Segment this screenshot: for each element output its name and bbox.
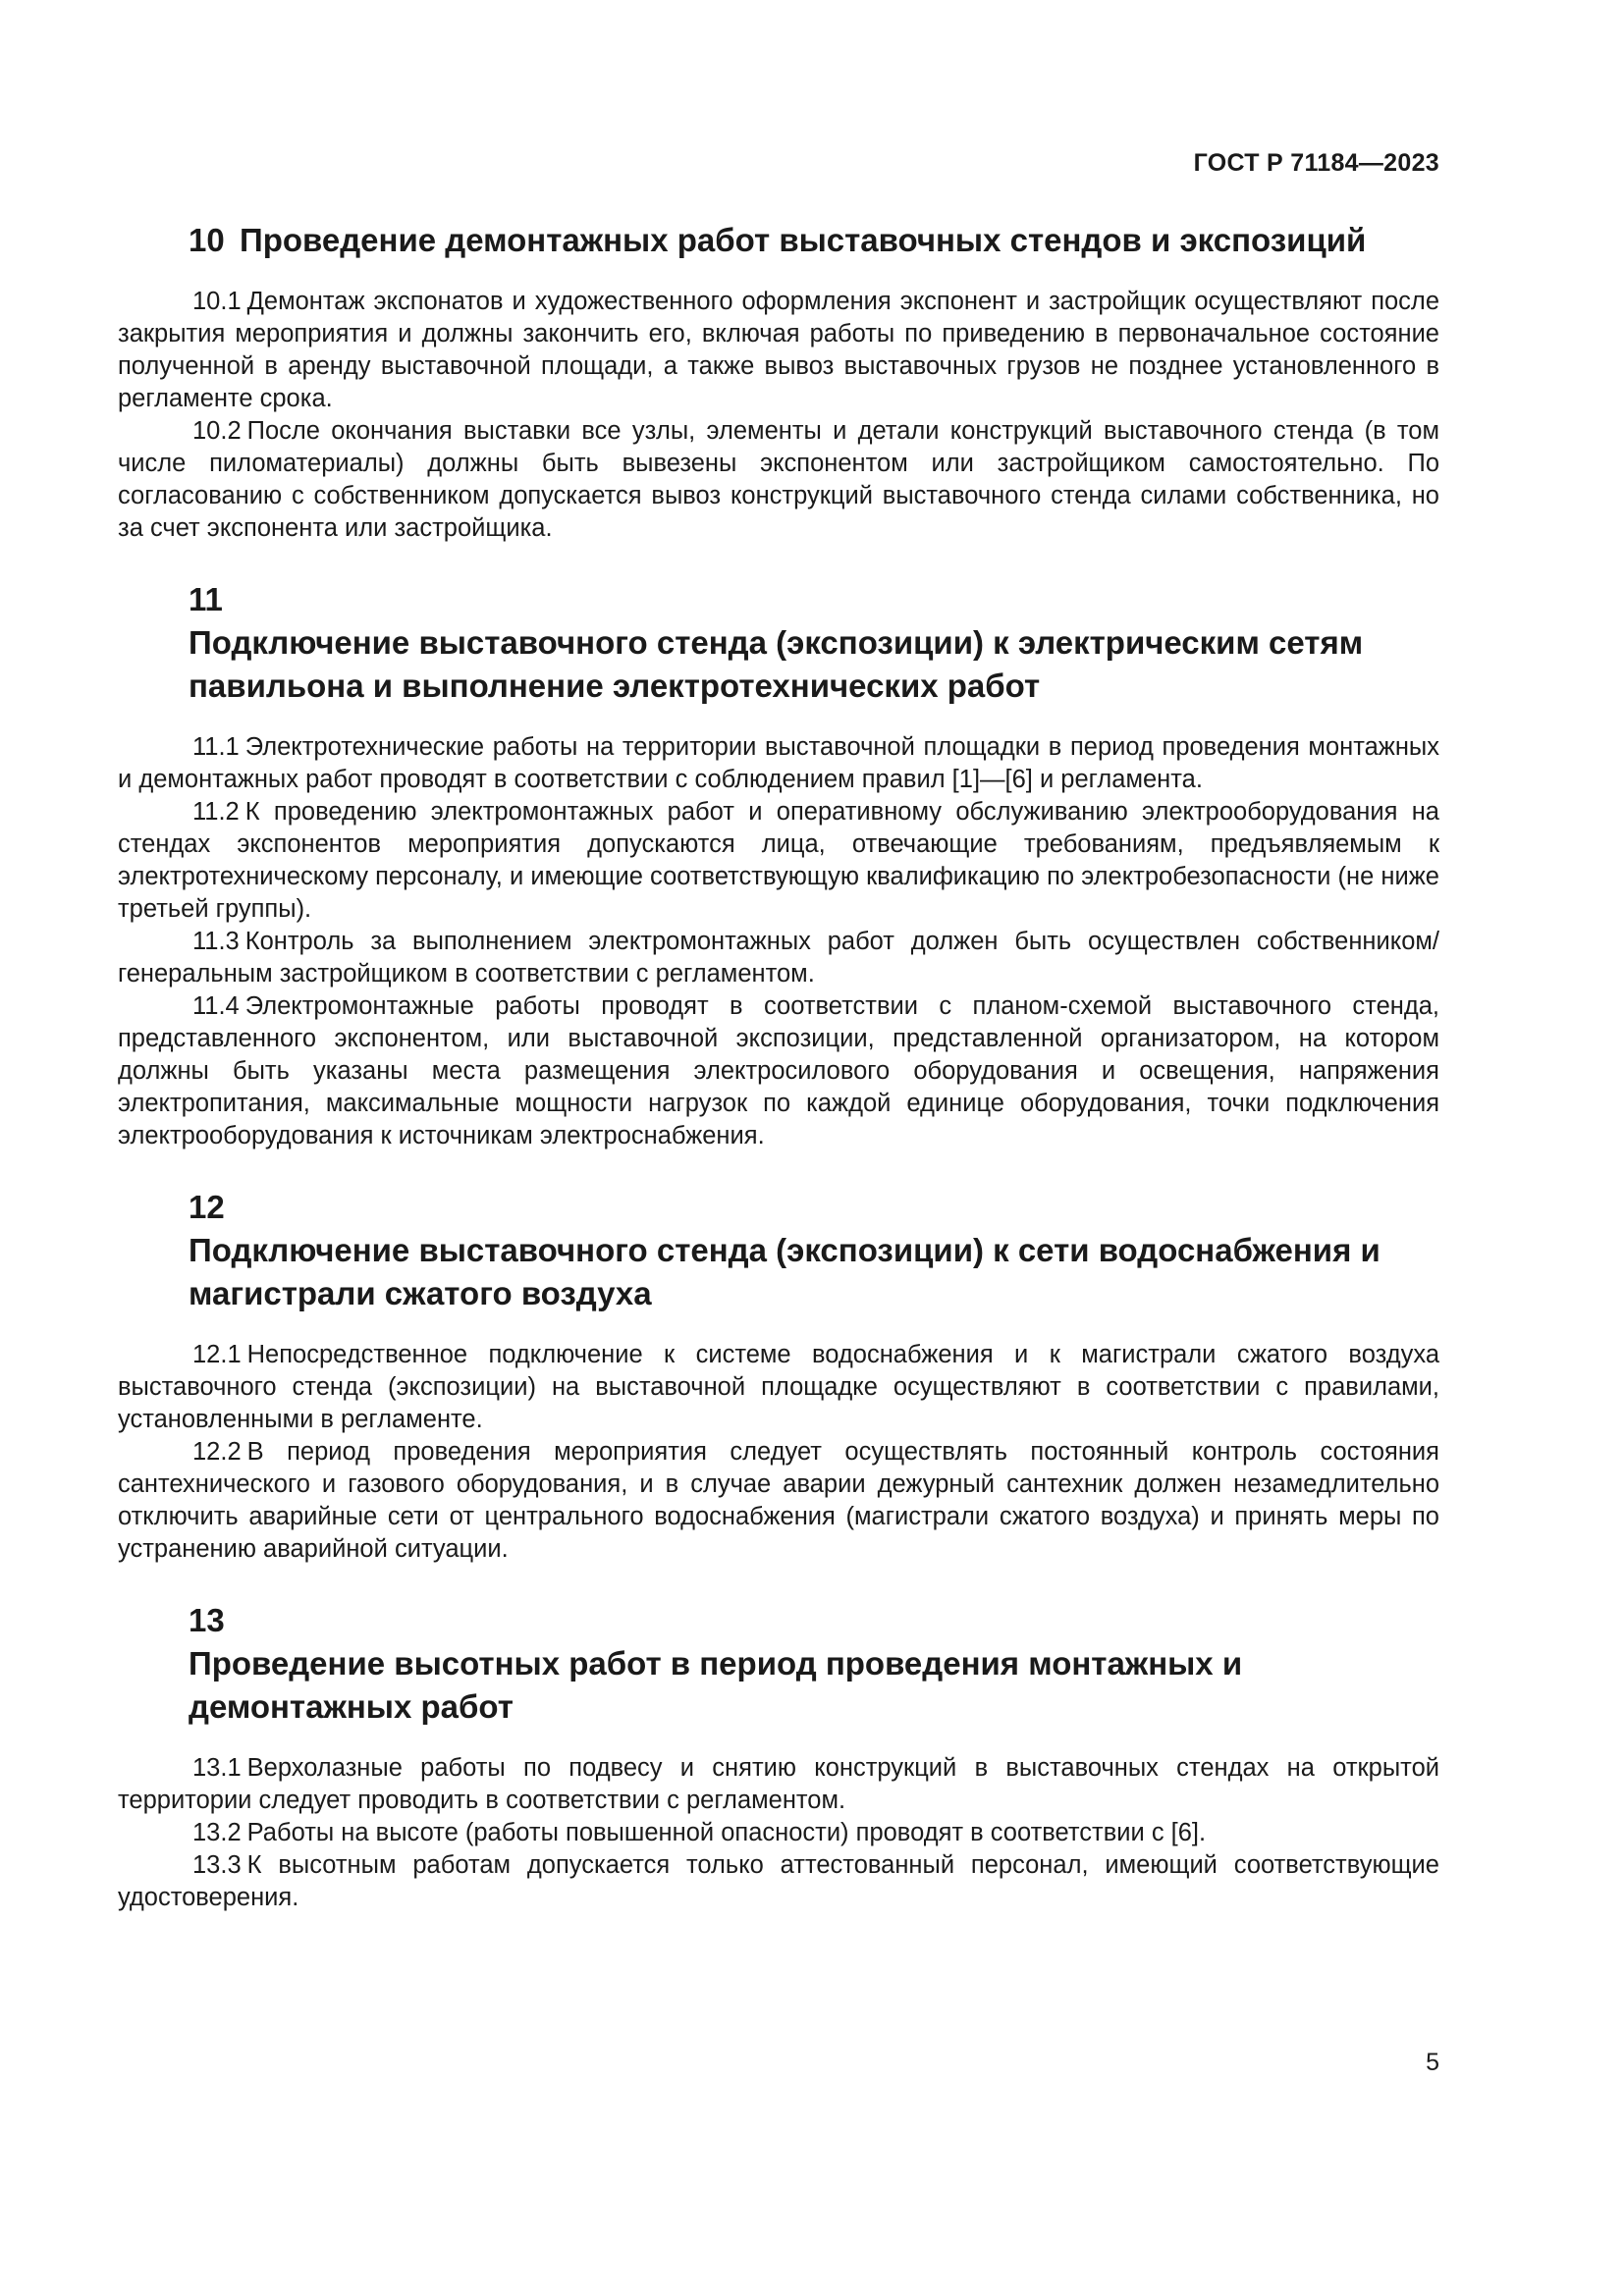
section-13 [118, 1599, 1439, 1914]
page-number: 5 [1426, 2049, 1439, 2076]
paragraph [118, 1339, 1439, 1436]
paragraph-number: 13.2 [192, 1819, 242, 1846]
section-title: Проведение высотных работ в период проведения монтажных и демонтажных работ [189, 1645, 1243, 1725]
paragraph-number: 11.4 [192, 992, 240, 1020]
section-11 [118, 578, 1439, 1152]
paragraph-text: Электромонтажные работы проводят в соответствии с планом-схемой выставочного стенда, представленного экспонентом, или выставочной экспозиции, представленной организатором, на котором должны быть указаны места размещения электросилового оборудования и освещения, напряжения электропитания, максимальные мощности нагрузок по каждой единице оборудования, точки подключения электрооборудования к источникам электроснабжения. [118, 992, 1439, 1149]
paragraph [118, 286, 1439, 415]
paragraph-text: Работы на высоте (работы повышенной опасности) проводят в соответствии с [6]. [246, 1819, 1207, 1846]
section-number: 11 [189, 581, 223, 617]
section-number: 10 [189, 222, 225, 258]
section-title: Подключение выставочного стенда (экспозиции) к электрическим сетям павильона и выполнение электротехнических работ [189, 624, 1364, 704]
paragraph-text: Верхолазные работы по подвесу и снятию конструкций в выставочных стендах на открытой территории следует проводить в соответствии с регламентом. [118, 1754, 1439, 1814]
section-10 [118, 219, 1439, 545]
paragraph [118, 1849, 1439, 1914]
paragraph-number: 10.1 [192, 288, 242, 315]
document-body [118, 219, 1439, 1948]
paragraph-number: 11.2 [192, 798, 240, 826]
section-heading [118, 1599, 1439, 1729]
paragraph-number: 12.1 [192, 1341, 242, 1368]
section-heading [118, 578, 1439, 708]
paragraph-number: 11.1 [192, 733, 240, 761]
paragraph-number: 13.3 [192, 1851, 242, 1879]
paragraph [118, 1436, 1439, 1566]
paragraph [118, 1817, 1439, 1849]
paragraph-number: 11.3 [192, 928, 240, 955]
paragraph [118, 1752, 1439, 1817]
paragraph-text: К высотным работам допускается только аттестованный персонал, имеющий соответствующие удостоверения. [118, 1851, 1439, 1911]
paragraph-text: Демонтаж экспонатов и художественного оформления экспонент и застройщик осуществляют после закрытия мероприятия и должны закончить его, включая работы по приведению в первоначальное состояние полученной в аренду выставочной площади, а также вывоз выставочных грузов не позднее установленного в регламенте срока. [118, 288, 1439, 412]
paragraph [118, 796, 1439, 926]
paragraph-text: Непосредственное подключение к системе водоснабжения и к магистрали сжатого воздуха выставочного стенда (экспозиции) на выставочной площадке осуществляют в соответствии с правилами, установленными в регламенте. [118, 1341, 1439, 1433]
paragraph-number: 12.2 [192, 1438, 242, 1466]
paragraph-text: Электротехнические работы на территории выставочной площадки в период проведения монтажных и демонтажных работ проводят в соответствии с соблюдением правил [1]—[6] и регламента. [118, 733, 1439, 793]
paragraph [118, 926, 1439, 990]
section-title: Проведение демонтажных работ выставочных стендов и экспозиций [240, 222, 1367, 258]
section-number: 12 [189, 1189, 225, 1225]
section-12 [118, 1186, 1439, 1566]
paragraph-number: 10.2 [192, 417, 242, 445]
paragraph-text: Контроль за выполнением электромонтажных работ должен быть осуществлен собственником/генеральным застройщиком в соответствии с регламентом. [118, 928, 1439, 988]
section-heading [118, 219, 1439, 262]
section-number: 13 [189, 1602, 225, 1638]
paragraph-number: 13.1 [192, 1754, 242, 1782]
paragraph-text: В период проведения мероприятия следует осуществлять постоянный контроль состояния сантехнического и газового оборудования, и в случае аварии дежурный сантехник должен незамедлительно отключить аварийные сети от центрального водоснабжения (магистрали сжатого воздуха) и принять меры по устранению аварийной ситуации. [118, 1438, 1439, 1563]
section-heading [118, 1186, 1439, 1315]
paragraph [118, 731, 1439, 796]
paragraph-text: К проведению электромонтажных работ и оперативному обслуживанию электрооборудования на стендах экспонентов мероприятия допускаются лица, отвечающие требованиям, предъявляемым к электротехническому персоналу, и имеющие соответствующую квалификацию по электробезопасности (не ниже третьей группы). [118, 798, 1439, 923]
paragraph-text: После окончания выставки все узлы, элементы и детали конструкций выставочного стенда (в том числе пиломатериалы) должны быть вывезены экспонентом или застройщиком самостоятельно. По согласованию с собственником допускается вывоз конструкций выставочного стенда силами собственника, но за счет экспонента или застройщика. [118, 417, 1439, 542]
section-title: Подключение выставочного стенда (экспозиции) к сети водоснабжения и магистрали сжатого воздуха [189, 1232, 1380, 1311]
paragraph [118, 990, 1439, 1152]
document-code: ГОСТ Р 71184—2023 [1193, 149, 1439, 177]
paragraph [118, 415, 1439, 545]
